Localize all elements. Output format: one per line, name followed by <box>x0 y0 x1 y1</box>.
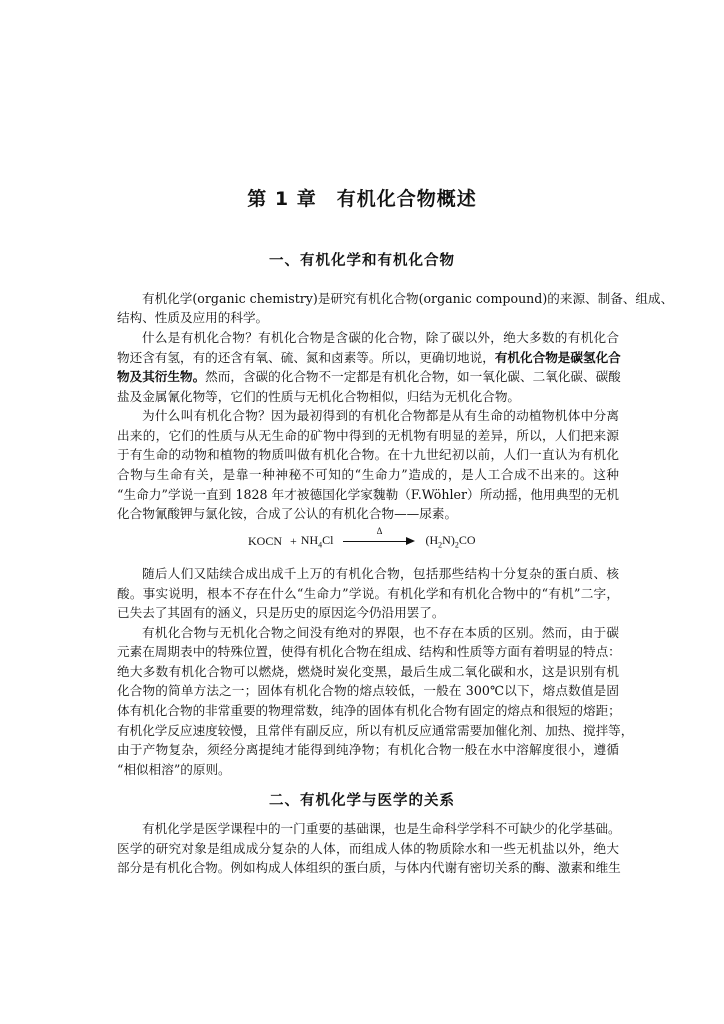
bold-text: 有机化合物是碳氢化合 <box>494 350 621 365</box>
text-line <box>117 860 619 876</box>
text-line <box>117 723 634 739</box>
text-segment: 有机化学反应速度较慢，且常伴有副反应，所以有机反应通常需要加催化剂、加热、搅拌等， <box>117 723 634 738</box>
text-line <box>117 703 619 719</box>
product-part: N) <box>442 533 455 547</box>
reaction-condition: Δ <box>376 526 383 537</box>
section-heading-2: 二、有机化学与医学的关系 <box>269 793 455 809</box>
chemical-equation <box>248 526 476 550</box>
plus-sign: + <box>290 533 297 548</box>
text-segment: 为什么叫有机化合物？因为最初得到的有机化合物都是从有生命的动植物机体中分离 <box>142 408 619 423</box>
text-line <box>117 664 619 680</box>
reactant-part: Cl <box>322 533 334 547</box>
text-line <box>142 821 619 837</box>
subscript: 4 <box>318 540 323 550</box>
text-segment: 合物与生命有关，是靠一种神秘不可知的“生命力”造成的，是人工合成不出来的。这种 <box>117 467 619 482</box>
text-line <box>117 762 619 778</box>
subscript: 2 <box>454 540 459 550</box>
chapter-title: 第 1 章 有机化合物概述 <box>247 188 477 210</box>
text-line <box>117 369 619 385</box>
section-heading-1: 一、有机化学和有机化合物 <box>269 253 455 269</box>
text-line <box>142 291 674 307</box>
subscript: 2 <box>438 540 443 550</box>
text-segment: 部分是有机化合物。例如构成人体组织的蛋白质，与体内代谢有密切关系的酶、激素和维生 <box>117 860 621 875</box>
text-line <box>117 467 619 483</box>
text-line <box>117 644 619 660</box>
text-line <box>117 742 619 758</box>
text-segment: 有机化学(organic chemistry)是研究有机化合物(organic compound)的来源、制备、组成、 <box>142 291 674 306</box>
text-segment: 由于产物复杂，须经分离提纯才能得到纯净物；有机化合物一般在水中溶解度很小，遵循 <box>117 742 619 757</box>
text-segment: 酸。事实说明，根本不存在什么“生命力”学说。有机化学和有机化合物中的“有机”二字， <box>117 586 619 601</box>
reaction-arrow-icon <box>343 526 415 547</box>
product-urea <box>425 533 475 549</box>
text-line <box>117 506 619 522</box>
text-line <box>117 389 619 405</box>
text-segment: 物还含有氢，有的还含有氧、硫、氮和卤素等。所以，更确切地说， <box>117 350 495 365</box>
bold-text: 物及其衍生物。 <box>117 369 206 384</box>
text-segment: 随后人们又陆续合成出成千上万的有机化合物，包括那些结构十分复杂的蛋白质、核 <box>142 566 619 581</box>
text-line <box>142 408 619 424</box>
text-segment: 医学的研究对象是组成成分复杂的人体，而组成人体的物质除水和一些无机盐以外，绝大 <box>117 841 619 856</box>
text-segment: 有机化合物与无机化合物之间没有绝对的界限，也不存在本质的区别。然而，由于碳 <box>142 625 619 640</box>
text-line <box>117 487 619 503</box>
text-line <box>142 566 619 582</box>
product-part: (H <box>425 533 439 547</box>
text-line <box>117 841 619 857</box>
text-segment: 然而，含碳的化合物不一定都是有机化合物，如一氧化碳、二氧化碳、碳酸 <box>205 369 621 384</box>
text-line <box>117 605 619 621</box>
text-segment: 化合物的简单方法之一；固体有机化合物的熔点较低，一般在 300℃以下，熔点数值是固 <box>117 683 619 698</box>
text-segment: 于有生命的动物和植物的物质叫做有机化合物。在十九世纪初以前，人们一直认为有机化 <box>117 447 619 462</box>
text-segment: 有机化学是医学课程中的一门重要的基础课，也是生命科学学科不可缺少的化学基础。 <box>142 821 621 836</box>
text-line <box>142 330 619 346</box>
text-line <box>117 683 619 699</box>
text-line <box>117 428 619 444</box>
text-line <box>142 625 619 641</box>
reactant-nh4cl <box>301 533 334 549</box>
text-segment: 什么是有机化合物？有机化合物是含碳的化合物，除了碳以外，绝大多数的有机化合 <box>142 330 619 345</box>
text-segment: “相似相溶”的原则。 <box>117 762 231 777</box>
product-part: CO <box>458 533 476 547</box>
text-line <box>117 350 619 366</box>
text-segment: 化合物氰酸钾与氯化铵，合成了公认的有机化合物——尿素。 <box>117 506 458 521</box>
text-segment: 元素在周期表中的特殊位置，使得有机化合物在组成、结构和性质等方面有着明显的特点： <box>117 644 621 659</box>
text-segment: 盐及金属氰化物等，它们的性质与无机化合物相似，归结为无机化合物。 <box>117 389 520 404</box>
reactant-part: NH <box>300 533 319 547</box>
text-segment: “生命力”学说一直到 1828 年才被德国化学家魏勒（F.Wöhler）所动摇，他用典型的无机 <box>117 487 619 502</box>
text-line <box>117 310 619 326</box>
text-segment: 体有机化合物的非常重要的物理常数，纯净的固体有机化合物有固定的熔点和很短的熔距； <box>117 703 621 718</box>
text-segment: 结构、性质及应用的科学。 <box>117 310 269 325</box>
text-segment: 出来的，它们的性质与从无生命的矿物中得到的无机物有明显的差异，所以，人们把来源 <box>117 428 619 443</box>
text-line <box>117 586 619 602</box>
text-segment: 绝大多数有机化合物可以燃烧，燃烧时炭化变黑，最后生成二氧化碳和水，这是识别有机 <box>117 664 619 679</box>
reactant-kocn: KOCN <box>248 533 283 548</box>
text-segment: 已失去了其固有的涵义，只是历史的原因迄今仍沿用罢了。 <box>117 605 445 620</box>
text-line <box>117 447 619 463</box>
